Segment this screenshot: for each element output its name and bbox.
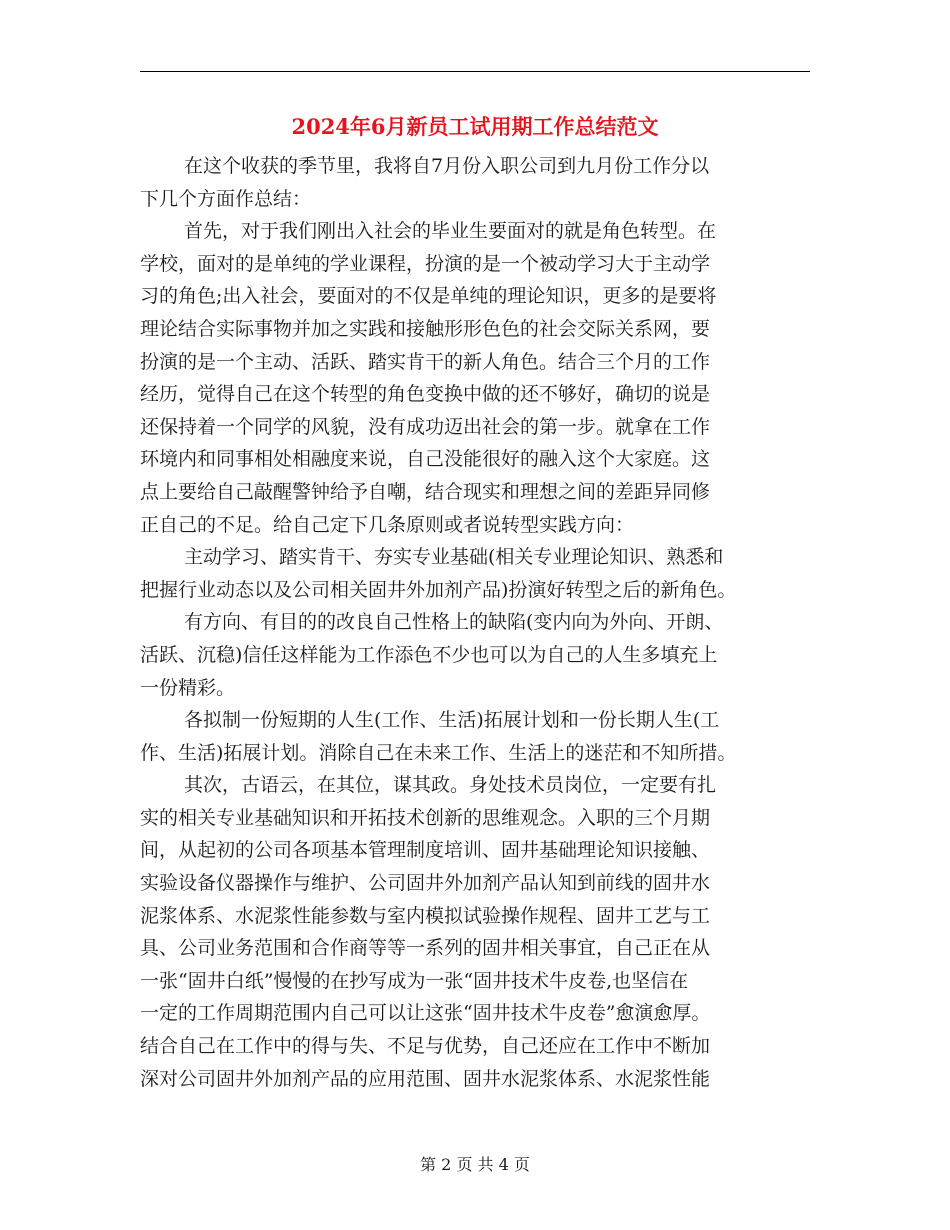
body-paragraph	[140, 704, 810, 769]
text-line: 实的相关专业基础知识和开拓技术创新的思维观念。入职的三个月期	[140, 806, 711, 829]
text-line: 深对公司固井外加剂产品的应用范围、固井水泥浆体系、水泥浆性能	[140, 1067, 711, 1090]
text-line: 习的角色;出入社会，要面对的不仅是单纯的理论知识，更多的是要将	[140, 285, 717, 308]
page-number: 第 2 页 共 4 页	[420, 1155, 530, 1174]
text-line: 各拟制一份短期的人生(工作、生活)拓展计划和一份长期人生(工	[184, 709, 720, 732]
text-line: 泥浆体系、水泥浆性能参数与室内模拟试验操作规程、固井工艺与工	[140, 904, 711, 927]
text-line: 一定的工作周期范围内自己可以让这张“固井技术牛皮卷”愈演愈厚。	[140, 1002, 711, 1025]
text-line: 还保持着一个同学的风貌，没有成功迈出社会的第一步。就拿在工作	[140, 415, 711, 438]
text-line: 一张“固井白纸”慢慢的在抄写成为一张“固井技术牛皮卷,也坚信在	[140, 969, 689, 992]
text-line: 活跃、沉稳)信任这样能为工作添色不少也可以为自己的人生多填充上	[140, 643, 718, 666]
text-line: 结合自己在工作中的得与失、不足与优势，自己还应在工作中不断加	[140, 1035, 711, 1058]
body-paragraph	[140, 541, 810, 606]
text-line: 有方向、有目的的改良自己性格上的缺陷(变内向为外向、开朗、	[184, 611, 724, 634]
document-title: 2024年6月新员工试用期工作总结范文	[291, 114, 659, 139]
text-line: 实验设备仪器操作与维护、公司固井外加剂产品认知到前线的固井水	[140, 872, 711, 895]
text-line: 作、生活)拓展计划。消除自己在未来工作、生活上的迷茫和不知所措。	[140, 741, 737, 764]
text-line: 把握行业动态以及公司相关固井外加剂产品)扮演好转型之后的新角色。	[140, 578, 737, 601]
text-line: 经历，觉得自己在这个转型的角色变换中做的还不够好，确切的说是	[140, 383, 711, 406]
text-line: 下几个方面作总结：	[140, 187, 312, 210]
text-line: 学校，面对的是单纯的学业课程，扮演的是一个被动学习大于主动学	[140, 252, 711, 275]
text-line: 具、公司业务范围和合作商等等一系列的固井相关事宜，自己正在从	[140, 937, 711, 960]
text-line: 扮演的是一个主动、活跃、踏实肯干的新人角色。结合三个月的工作	[140, 350, 711, 373]
text-line: 环境内和同事相处相融度来说，自己没能很好的融入这个大家庭。这	[140, 448, 711, 471]
body-paragraph	[140, 215, 810, 541]
text-line: 理论结合实际事物并加之实践和接触形形色色的社会交际关系网，要	[140, 317, 711, 340]
text-line: 首先，对于我们刚出入社会的毕业生要面对的就是角色转型。在	[184, 220, 717, 243]
body-paragraph	[140, 606, 810, 704]
text-line: 正自己的不足。给自己定下几条原则或者说转型实践方向：	[140, 513, 635, 536]
text-line: 点上要给自己敲醒警钟给予自嘲，结合现实和理想之间的差距异同修	[140, 480, 711, 503]
header-rule	[140, 71, 810, 72]
text-line: 其次，古语云，在其位，谋其政。身处技术员岗位，一定要有扎	[184, 774, 717, 797]
body-paragraph	[140, 769, 810, 1095]
text-line: 一份精彩。	[140, 676, 236, 699]
text-line: 在这个收获的季节里，我将自7月份入职公司到九月份工作分以	[184, 155, 710, 177]
document-body	[140, 150, 810, 1095]
text-line: 间，从起初的公司各项基本管理制度培训、固井基础理论知识接触、	[140, 839, 711, 862]
text-line: 主动学习、踏实肯干、夯实专业基础(相关专业理论知识、熟悉和	[184, 546, 724, 569]
body-paragraph	[140, 150, 810, 215]
